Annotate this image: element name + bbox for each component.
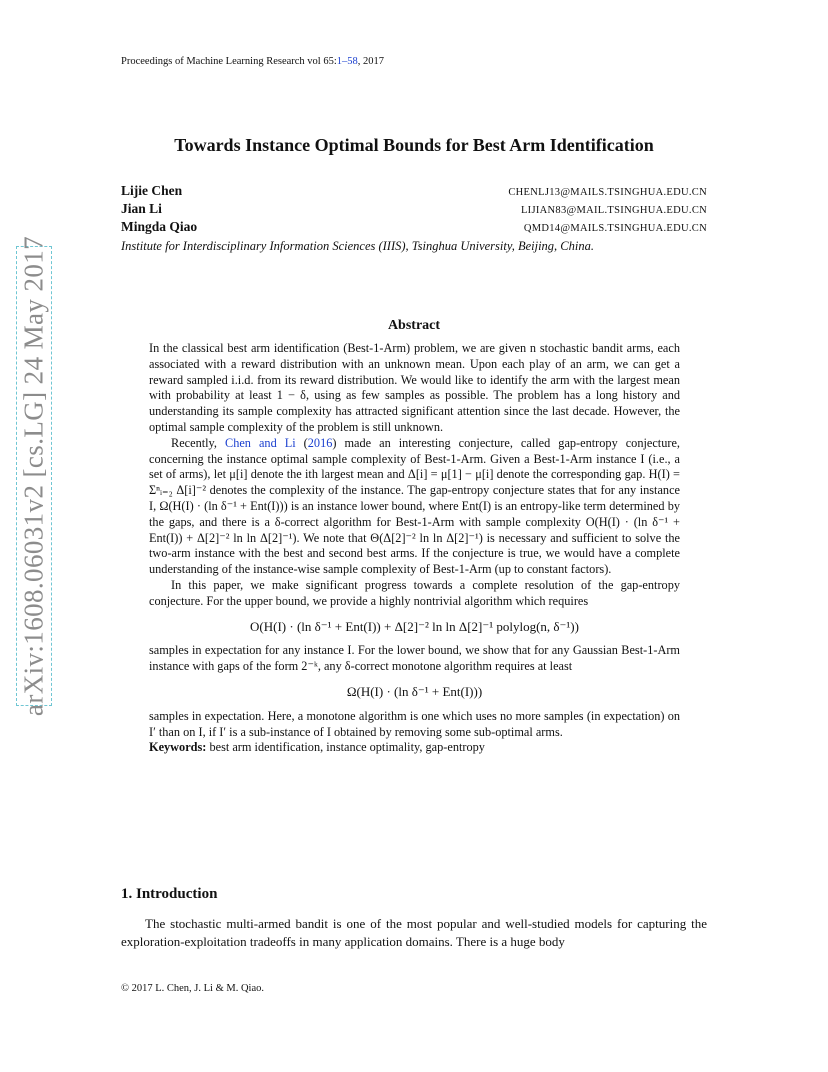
author-email: QMD14@MAILS.TSINGHUA.EDU.CN — [523, 223, 707, 234]
author-row — [121, 219, 707, 237]
citation-link-author[interactable]: Chen and Li — [225, 435, 296, 450]
abstract-body — [149, 341, 680, 756]
affiliation: Institute for Interdisciplinary Information Sciences (IIIS), Tsinghua University, Beijing, China. — [121, 239, 594, 253]
author-block — [121, 183, 707, 254]
abstract-heading: Abstract — [387, 318, 441, 333]
abstract-paragraph-5: samples in expectation. Here, a monotone algorithm is one which uses no more samples (in expectation) on I′ than on I, if I′ is a sub-instance of I obtained by removing some sub-optimal arms. — [149, 708, 680, 739]
abstract-paragraph-1: In the classical best arm identification (Best-1-Arm) problem, we are given n stochastic bandit arms, each associated with a reward distribution with an unknown mean. Upon each play of an arm, we can get a reward sampled i.i.d. from its reward distribution. We would like to identify the arm with the largest mean with probability at least 1 − δ, using as few samples as possible. The problem has a long history and understanding its sample complexity has attracted significant attention since the last decade. However, the optimal sample complexity of the problem is still unknown. — [149, 341, 680, 434]
journal-header-suffix: , 2017 — [357, 56, 385, 67]
abstract-paragraph-2 — [149, 436, 680, 578]
abstract-p2-rest: ) made an interesting conjecture, called gap-entropy conjecture, concerning the instance optimal sample complexity of Best-1-Arm. Given a Best-1-Arm instance I (i.e., a set of arms), let μ[i] denote the ith largest mean and Δ[i] = μ[1] − μ[i] denote the corresponding gap. H(I) = Σⁿᵢ₌₂ Δ[i]⁻² denotes the complexity of the instance. The gap-entropy conjecture states that for any instance I, Ω(H(I) · (ln δ⁻¹ + Ent(I))) is an instance lower bound, where Ent(I) is an entropy-like term determined by the gaps, and there is a δ-correct algorithm for Best-1-Arm with sample complexity O(H(I) · (ln δ⁻¹ + Ent(I)) + Δ[2]⁻² ln ln Δ[2]⁻¹). We note that Θ(Δ[2]⁻² ln ln Δ[2]⁻¹) is necessary and sufficient to solve the two-arm instance with the best and second best arms. If the conjecture is true, we would have a complete understanding of the instance-wise sample complexity of Best-1-Arm (up to constant factors). — [149, 435, 681, 577]
keywords-label: Keywords: — [149, 740, 207, 755]
copyright-footer: © 2017 L. Chen, J. Li & M. Qiao. — [121, 983, 265, 994]
author-name: Jian Li — [121, 201, 162, 216]
author-row — [121, 201, 707, 219]
page-range-link[interactable]: 1–58 — [336, 56, 358, 67]
keywords-text: best arm identification, instance optimality, gap-entropy — [206, 740, 485, 755]
author-name: Mingda Qiao — [121, 219, 198, 234]
citation-link-year[interactable]: 2016 — [307, 435, 333, 450]
arxiv-stamp-text: arXiv:1608.06031v2 [cs.LG] 24 May 2017 — [18, 235, 49, 717]
journal-header-prefix: Proceedings of Machine Learning Research vol 65: — [121, 56, 337, 67]
arxiv-stamp[interactable] — [16, 235, 52, 717]
abstract-p2-pre: Recently, — [171, 435, 225, 450]
section-heading-introduction: 1. Introduction — [121, 886, 218, 902]
equation-upper-bound: O(H(I) · (ln δ⁻¹ + Ent(I)) + Δ[2]⁻² ln ln Δ[2]⁻¹ polylog(n, δ⁻¹)) — [250, 618, 579, 634]
abstract-paragraph-3: In this paper, we make significant progress towards a complete resolution of the gap-entropy conjecture. For the upper bound, we provide a highly nontrivial algorithm which requires — [149, 577, 680, 608]
author-email: CHENLJ13@MAILS.TSINGHUA.EDU.CN — [508, 187, 707, 198]
author-row — [121, 183, 707, 201]
abstract-paragraph-4: samples in expectation for any instance I. For the lower bound, we show that for any Gaussian Best-1-Arm instance with gaps of the form 2⁻ᵏ, any δ-correct monotone algorithm requires at least — [149, 643, 680, 674]
author-name: Lijie Chen — [121, 183, 183, 198]
equation-lower-bound: Ω(H(I) · (ln δ⁻¹ + Ent(I))) — [346, 683, 483, 699]
journal-header — [121, 56, 384, 67]
paper-title: Towards Instance Optimal Bounds for Best Arm Identification — [174, 135, 654, 155]
author-email: LIJIAN83@MAIL.TSINGHUA.EDU.CN — [520, 205, 707, 216]
abstract-p2-open: ( — [295, 435, 308, 450]
introduction-paragraph: The stochastic multi-armed bandit is one of the most popular and well-studied models for capturing the exploration-exploitation tradeoffs in many application domains. There is a huge body — [121, 916, 707, 949]
keywords-line — [149, 740, 680, 756]
introduction-body — [121, 915, 707, 951]
